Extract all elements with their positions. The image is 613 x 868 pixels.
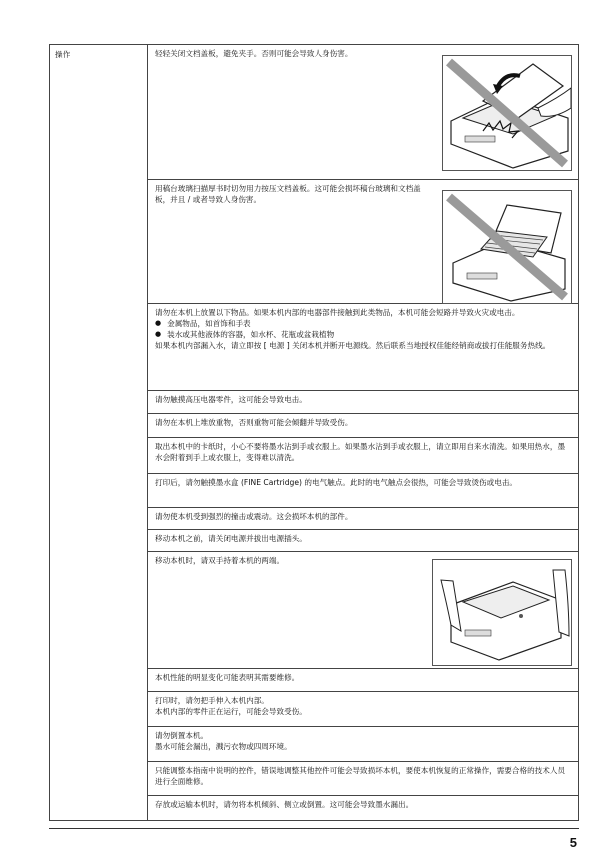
row-text: 请勿触摸高压电器零件，这可能会导致电击。 [155, 395, 307, 404]
row-text: 墨水可能会漏出，溅污衣物或四周环境。 [155, 742, 292, 751]
row-do-not-place [148, 304, 578, 391]
row-text: 只能调整本指南中说明的控件，错误地调整其他控件可能会导致损坏本机，要使本机恢复的正常操作，需要合格的技术人员进行全面维修。 [155, 766, 566, 786]
bullet-item: ● 金属物品，如首饰和手表 [155, 319, 251, 328]
row-text: 取出本机中的卡纸时，小心不要将墨水沾到手或衣服上。如果墨水沾到手或衣服上，请立即用自来水清洗。如果用热水，墨水会附着到手上或衣服上，变得难以清洗。 [155, 442, 566, 462]
row-text: 本机内部的零件正在运行，可能会导致受伤。 [155, 707, 307, 716]
row-text: 本机性能的明显变化可能表明其需要维修。 [155, 673, 300, 682]
row-carry-both-hands [148, 552, 578, 669]
row-adjust-controls [148, 762, 578, 796]
row-text: 移动本机时，请双手持着本机的两端。 [155, 556, 285, 565]
row-text: 用稿台玻璃扫描厚书时切勿用力按压文档盖板。这可能会损坏稿台玻璃和文档盖板，并且 / 或者导致人身伤害。 [155, 184, 421, 204]
scan-book-illustration [442, 190, 572, 304]
row-text: 请勿在本机上堆放重物，否则重物可能会倾翻并导致受伤。 [155, 418, 353, 427]
row-text: 存放或运输本机时，请勿将本机倾斜、侧立或倒置。这可能会导致墨水漏出。 [155, 800, 414, 809]
category-label: 操作 [55, 50, 71, 59]
row-unplug [148, 530, 578, 552]
row-close-cover [148, 45, 578, 180]
row-no-hands-inside [148, 692, 578, 727]
row-shock [148, 508, 578, 530]
row-text: 移动本机之前，请关闭电源并拔出电源插头。 [155, 534, 307, 543]
close-cover-illustration [442, 55, 572, 171]
row-text: 如果本机内部漏入水，请立即按 [ 电源 ] 关闭本机并断开电源线。然后联系当地授权佳能经销商或拔打佳能服务热线。 [155, 341, 551, 350]
row-cartridge-contacts [148, 474, 578, 508]
row-text: 请勿使本机受到强烈的撞击或震动。这会损坏本机的部件。 [155, 512, 353, 521]
footer-rule [49, 828, 579, 829]
row-heavy-objects [148, 414, 578, 438]
row-paper-jam-ink [148, 438, 578, 474]
row-text: 打印后，请勿触摸墨水盒 (FINE Cartridge) 的电气触点。此时的电气触点会很热，可能会导致烫伤或电击。 [155, 478, 518, 487]
row-text: 轻轻关闭文档盖板，避免夹手。否则可能会导致人身伤害。 [155, 49, 353, 58]
row-text: 请勿在本机上放置以下物品。如果本机内部的电器部件接触到此类物品，本机可能会短路并导致火灾或电击。 [155, 308, 520, 317]
carry-printer-illustration [432, 559, 572, 666]
row-no-upside-down [148, 727, 578, 762]
row-text: 请勿倒置本机。 [155, 731, 209, 740]
bullet-item: ● 装水或其他液体的容器，如水杯、花瓶或盆栽植物 [155, 330, 335, 339]
category-cell [50, 45, 148, 820]
page-number: 5 [569, 835, 577, 850]
row-storage-transport [148, 796, 578, 820]
row-scan-thick-book [148, 180, 578, 304]
row-performance-change [148, 669, 578, 692]
safety-table [49, 44, 579, 821]
precautions-column [148, 45, 578, 820]
row-text: 打印时，请勿把手伸入本机内部。 [155, 696, 269, 705]
row-high-voltage [148, 391, 578, 414]
